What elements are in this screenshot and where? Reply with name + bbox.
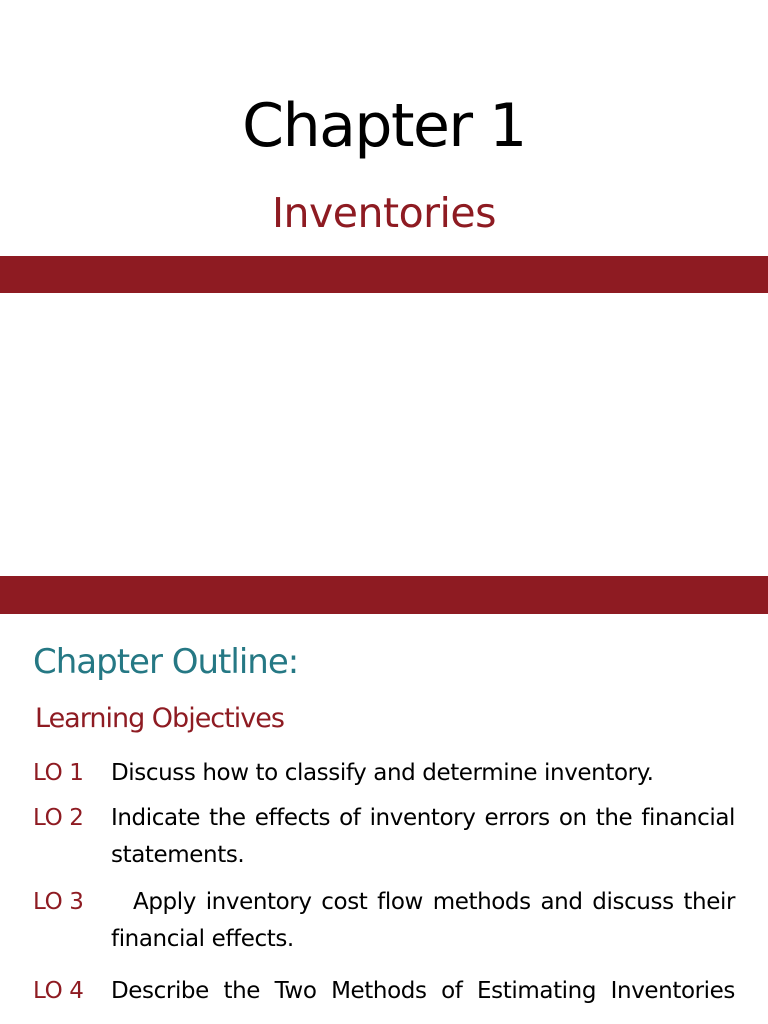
- learning-objective-code: LO 4: [33, 978, 84, 1004]
- learning-objective-text: Indicate the effects of inventory errors on the financial statements.: [111, 805, 735, 868]
- accent-band-bottom: [0, 576, 768, 614]
- learning-objective-item: [33, 755, 735, 792]
- chapter-outline-heading: Chapter Outline:: [33, 642, 299, 682]
- learning-objectives-heading: Learning Objectives: [35, 703, 284, 734]
- chapter-title: Chapter 1: [242, 91, 526, 161]
- learning-objective-text: Describe the Two Methods of Estimating Inventories: [111, 978, 735, 1004]
- learning-objective-text: Apply inventory cost flow methods and discuss their financial effects.: [111, 889, 735, 952]
- accent-band-top: [0, 256, 768, 293]
- learning-objective-item: [33, 884, 735, 958]
- learning-objective-item: [33, 800, 735, 874]
- learning-objective-code: LO 1: [33, 760, 84, 786]
- learning-objective-code: LO 2: [33, 805, 84, 831]
- chapter-subtitle: Inventories: [271, 189, 497, 237]
- learning-objective-code: LO 3: [33, 889, 84, 915]
- learning-objective-text: Discuss how to classify and determine inventory.: [111, 760, 654, 786]
- learning-objective-item: [33, 973, 735, 1010]
